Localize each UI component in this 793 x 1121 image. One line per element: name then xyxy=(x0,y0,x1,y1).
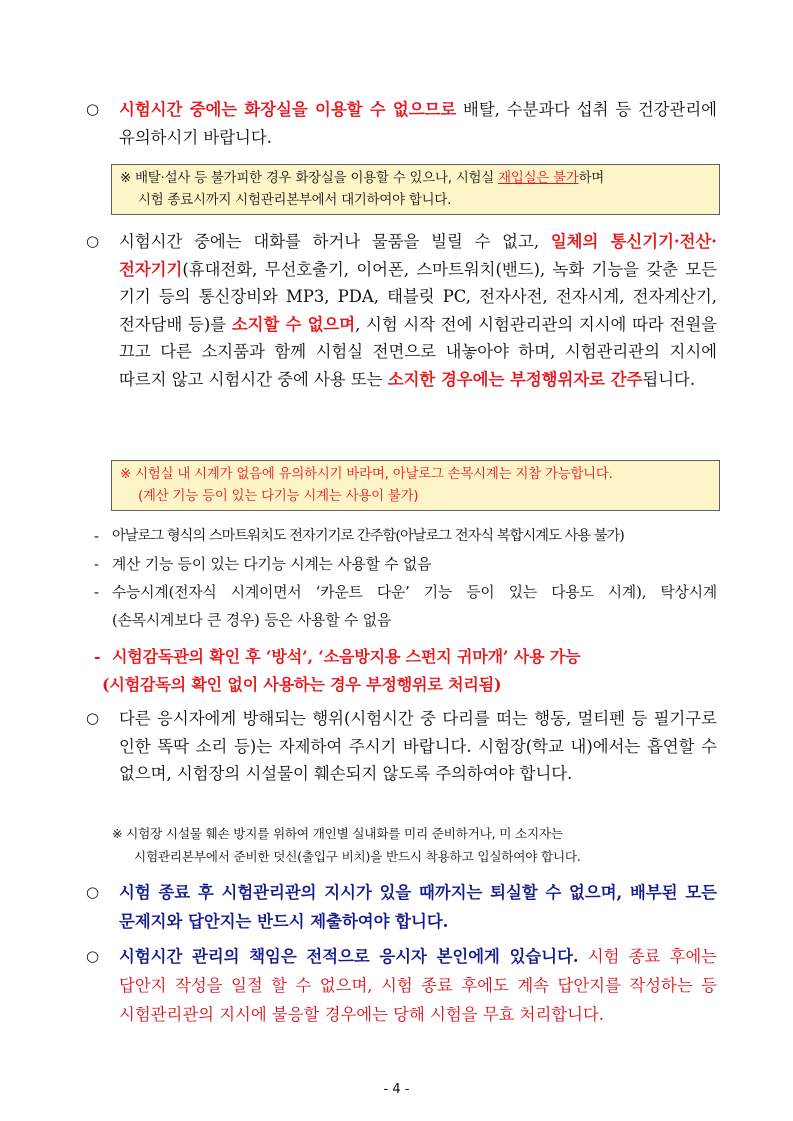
dash-item-exam-clock xyxy=(94,579,717,634)
notice-box-watch xyxy=(111,460,720,511)
page-number: - 4 - xyxy=(383,1082,410,1097)
box1-text: ※ 배탈·설사 등 불가피한 경우 화장실을 이용할 수 있으나, 시험실 xyxy=(120,171,499,186)
bullet-circle: ○ xyxy=(86,947,100,965)
dash-text: 계산 기능 등이 있는 다기능 시계는 사용할 수 없음 xyxy=(112,556,432,573)
bullet-circle: ○ xyxy=(86,232,100,250)
exit-text: 시험 종료 후 시험관리관의 지시가 있을 때까지는 퇴실할 수 없으며, 배부된 모든 문제지와 답안지는 반드시 제출하여야 합니다. xyxy=(119,883,717,931)
dash-text: 아날로그 형식의 스마트워치도 전자기기로 간주함(아날로그 전자식 복합시계도 사용 불가) xyxy=(112,528,624,544)
dash-item-cushion xyxy=(94,643,717,698)
dash-text-2: (시험감독의 확인 없이 사용하는 경우 부정행위로 처리됨) xyxy=(102,674,502,694)
devices-text-3: , 시험 시작 전에 시험관리관의 지시에 따라 전원을 끄고 다른 소지품과 함께 시험실 전면으로 내놓아야 하며, 시험관리관의 지시에 따르지 않고 시험시간 중에 사용 또는 xyxy=(119,314,717,389)
dash-text: 시험감독관의 확인 후 ‘방석’, ‘소음방지용 스펀지 귀마개’ 사용 가능 xyxy=(112,647,581,666)
box2-line2: (계산 기능 등이 있는 다기능 시계는 사용이 불가) xyxy=(138,488,419,504)
paragraph-exit xyxy=(88,878,717,936)
paragraph-devices xyxy=(88,228,717,394)
dash-marker: - xyxy=(94,584,99,601)
devices-prohibited: 일체의 통신기기·전산·전자기기 xyxy=(119,232,718,279)
responsibility-text: 시험시간 관리의 책임은 전적으로 응시자 본인에게 있습니다. xyxy=(119,947,579,966)
box2-analog-allowed: 아날로그 손목시계는 지참 가능합니다. xyxy=(392,467,613,482)
note-slippers xyxy=(112,822,717,868)
dash-item-multifunction xyxy=(94,551,717,579)
box1-line2: 시험 종료시까지 시험관리본부에서 대기하여야 합니다. xyxy=(138,192,452,208)
dash-marker: - xyxy=(94,556,99,573)
dash-item-smartwatch xyxy=(94,523,717,551)
disturbance-text: 다른 응시자에게 방해되는 행위(시험시간 중 다리를 떠는 행동, 멀티펜 등 필기구로 인한 똑딱 소리 등)는 자제하여 주시기 바랍니다. 시험장(학교 내)에서는 흡연할 수 없으며, 시험장의 시설물이 훼손되지 않도록 주의하여야 합니다. xyxy=(119,709,717,784)
paragraph-disturbance xyxy=(88,705,717,788)
devices-cheating: 소지한 경우에는 부정행위자로 간주 xyxy=(387,369,643,389)
devices-text-2: (휴대전화, 무선호출기, 이어폰, 스마트워치(밴드), 녹화 기능을 갖춘 모든 기기 등의 통신장비와 MP3, PDA, 태블릿 PC, 전자사전, 전자시계, 전자계산기, 전자담배 등)를 xyxy=(119,259,717,334)
notice-box-restroom xyxy=(111,164,720,215)
bullet-circle: ○ xyxy=(86,100,100,118)
devices-text-4: 됩니다. xyxy=(642,369,696,389)
box1-highlight: 재입실은 불가 xyxy=(498,171,579,186)
note-line2: 시험관리본부에서 준비한 덧신(출입구 비치)을 반드시 착용하고 입실하여야 합니다. xyxy=(134,849,581,864)
devices-no-possession: 소지할 수 없으며 xyxy=(231,314,356,334)
bullet-circle: ○ xyxy=(86,883,100,901)
invalidation-text: 시험 종료 후에는 답안지 작성을 일절 할 수 없으며, 시험 종료 후에도 계속 답안지를 작성하는 등 시험관리관의 지시에 불응할 경우에는 당해 시험을 무효 처리합니다. xyxy=(119,947,718,1024)
restroom-warning: 시험시간 중에는 화장실을 이용할 수 없으므로 xyxy=(119,100,457,119)
dash-marker: - xyxy=(94,647,101,666)
paragraph-responsibility xyxy=(88,942,717,1029)
bullet-circle: ○ xyxy=(86,709,100,727)
box1-text-end: 하며 xyxy=(578,171,605,186)
restroom-rest: 배탈, 수분과다 섭취 등 건강관리에 유의하시기 바랍니다. xyxy=(119,100,717,147)
note-line1: ※ 시험장 시설물 훼손 방지를 위하여 개인별 실내화를 미리 준비하거나, 미 소지자는 xyxy=(112,826,563,841)
paragraph-restroom xyxy=(88,96,717,151)
devices-text-1: 시험시간 중에는 대화를 하거나 물품을 빌릴 수 없고, xyxy=(119,232,551,251)
dash-marker: - xyxy=(94,528,99,545)
box2-text: ※ 시험실 내 시계가 없음에 유의하시기 바라며, xyxy=(120,467,393,482)
dash-text: 수능시계(전자식 시계이면서 ‘카운트 다운’ 기능 등이 있는 다용도 시계), 탁상시계(손목시계보다 큰 경우) 등은 사용할 수 없음 xyxy=(112,584,717,629)
